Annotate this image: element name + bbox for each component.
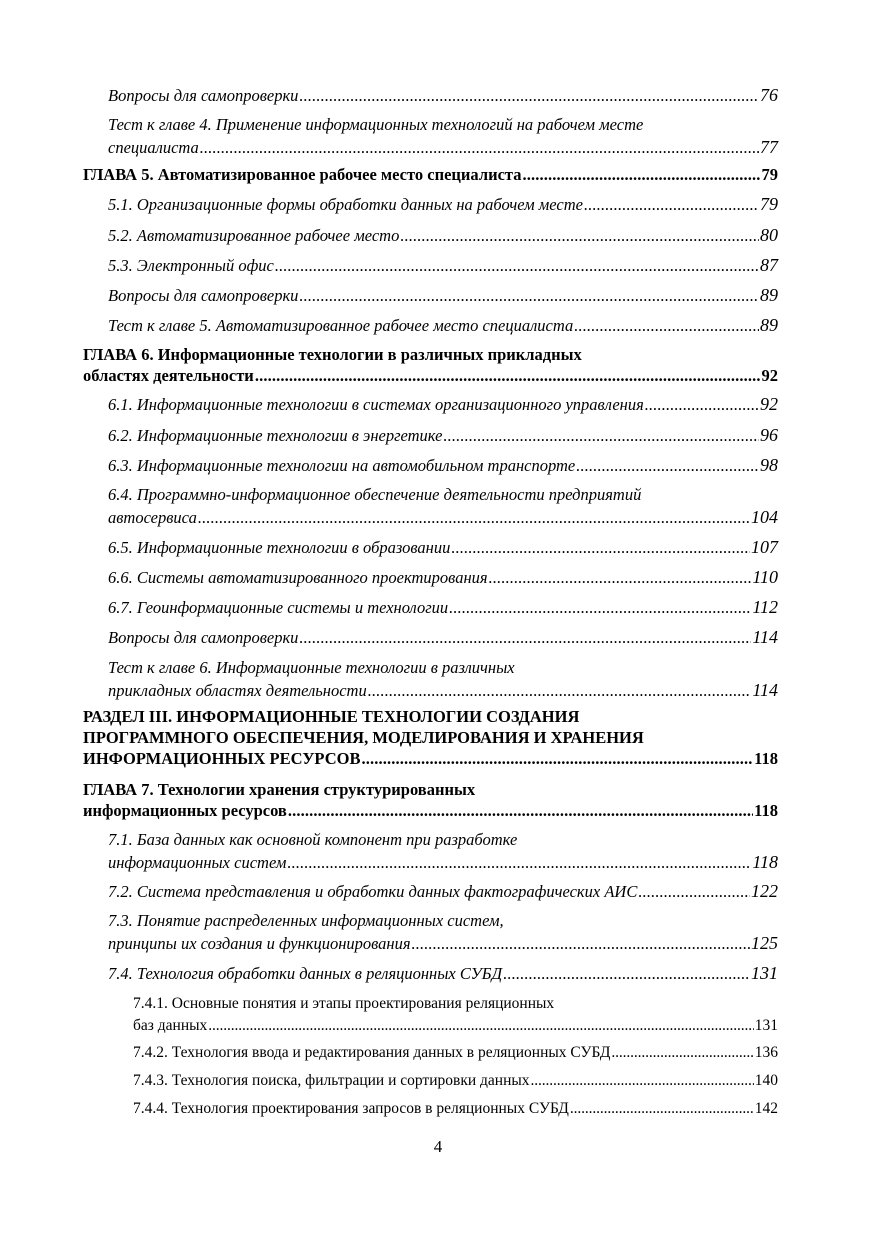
toc-entry-title: Вопросы для самопроверки	[108, 286, 299, 305]
toc-entry	[83, 344, 778, 386]
dot-leader	[574, 314, 759, 337]
toc-entry	[133, 1098, 778, 1120]
dot-leader	[198, 506, 750, 529]
toc-entry-title: 6.4. Программно-информационное обеспечение деятельности предприятий	[108, 485, 642, 504]
toc-entry	[108, 909, 778, 955]
toc-entry-title: ГЛАВА 5. Автоматизированное рабочее место специалиста	[83, 165, 522, 184]
dot-leader	[412, 932, 750, 955]
toc-entry	[108, 626, 778, 649]
dot-leader	[443, 424, 759, 447]
toc-page-number: 114	[752, 680, 778, 700]
dot-leader	[489, 566, 752, 589]
toc-page-number: 114	[752, 627, 778, 647]
dot-leader	[255, 365, 761, 386]
toc-page-number: 96	[760, 425, 778, 445]
toc-entry-title: информационных ресурсов	[83, 801, 287, 820]
toc-page-number: 80	[760, 225, 778, 245]
toc-entry-title: ИНФОРМАЦИОННЫХ РЕСУРСОВ	[83, 749, 361, 768]
toc-entry-title: 5.2. Автоматизированное рабочее место	[108, 226, 400, 245]
toc-page-number: 136	[754, 1044, 778, 1061]
toc-entry-title: 7.2. Система представления и обработки данных фактографических АИС	[108, 882, 638, 901]
toc-entry-title: Тест к главе 6. Информационные технологии в различных	[108, 658, 515, 677]
toc-page-number: 131	[751, 963, 778, 983]
toc-entry-title: 6.1. Информационные технологии в системах организационного управления	[108, 395, 644, 414]
toc-entry-title: 7.4.3. Технология поиска, фильтрации и сортировки данных	[133, 1072, 530, 1089]
toc-entry-title: 6.6. Системы автоматизированного проектирования	[108, 568, 488, 587]
dot-leader	[361, 748, 753, 769]
toc-page-number: 87	[760, 255, 778, 275]
toc-page-number: 77	[760, 137, 778, 157]
toc-entry-title: Вопросы для самопроверки	[108, 86, 299, 105]
toc-entry	[83, 164, 778, 185]
toc-entry	[108, 84, 778, 107]
toc-entry	[108, 254, 778, 277]
toc-entry-title: ГЛАВА 7. Технологии хранения структурированных	[83, 780, 476, 799]
dot-leader	[570, 1098, 754, 1120]
toc-entry	[108, 193, 778, 216]
page-number: 4	[433, 1137, 443, 1156]
toc-page-number: 89	[760, 285, 778, 305]
toc-entry	[83, 779, 778, 821]
toc-page-number: 122	[751, 881, 778, 901]
dot-leader	[531, 1070, 754, 1092]
dot-leader	[299, 84, 759, 107]
toc-entry-title: прикладных областях деятельности	[108, 681, 367, 700]
toc-page-number: 118	[752, 852, 778, 872]
toc-entry	[133, 993, 778, 1037]
toc-page-number: 140	[754, 1072, 778, 1089]
toc-page-number: 112	[752, 597, 778, 617]
toc-entry-title: ПРОГРАММНОГО ОБЕСПЕЧЕНИЯ, МОДЕЛИРОВАНИЯ И ХРАНЕНИЯ	[83, 728, 644, 747]
toc-entry-title: 7.3. Понятие распределенных информационных систем,	[108, 911, 504, 930]
toc-entry-title: 6.5. Информационные технологии в образовании	[108, 538, 451, 557]
toc-entry-title: Тест к главе 4. Применение информационных технологий на рабочем месте	[108, 115, 644, 134]
toc-entry-title: 5.3. Электронный офис	[108, 256, 274, 275]
toc-entry	[108, 483, 778, 529]
dot-leader	[503, 962, 750, 985]
toc-entry-title: 7.4.1. Основные понятия и этапы проектирования реляционных	[133, 995, 555, 1012]
toc-entry	[108, 314, 778, 337]
dot-leader	[275, 254, 759, 277]
toc-entry-title: 6.3. Информационные технологии на автомобильном транспорте	[108, 456, 576, 475]
toc-entry-title: Тест к главе 5. Автоматизированное рабочее место специалиста	[108, 316, 574, 335]
toc-page-number: 79	[760, 194, 778, 214]
toc-entry-title: 7.1. База данных как основной компонент при разработке	[108, 830, 518, 849]
toc-entry-title: ГЛАВА 6. Информационные технологии в различных прикладных	[83, 345, 582, 364]
dot-leader	[451, 536, 750, 559]
toc-entry-title: автосервиса	[108, 508, 197, 527]
toc-entry-title: 7.4.2. Технология ввода и редактирования данных в реляционных СУБД	[133, 1044, 611, 1061]
toc-entry-title: баз данных	[133, 1017, 208, 1034]
dot-leader	[584, 193, 759, 216]
toc-entry-title: областях деятельности	[83, 366, 254, 385]
dot-leader	[638, 880, 750, 903]
toc-entry-title: 7.4.4. Технология проектирования запросов в реляционных СУБД	[133, 1100, 569, 1117]
toc-page-number: 89	[760, 315, 778, 335]
toc-page-number: 98	[760, 455, 778, 475]
dot-leader	[576, 454, 759, 477]
toc-entry	[133, 1070, 778, 1092]
toc-entry-title: РАЗДЕЛ III. ИНФОРМАЦИОННЫЕ ТЕХНОЛОГИИ СОЗДАНИЯ	[83, 707, 580, 726]
toc-entry	[108, 880, 778, 903]
dot-leader	[368, 679, 752, 702]
toc-entry	[108, 536, 778, 559]
toc-page-number: 76	[760, 85, 778, 105]
toc-page-number: 92	[761, 366, 778, 385]
toc-entry	[108, 393, 778, 416]
toc-entry-title: 5.1. Организационные формы обработки данных на рабочем месте	[108, 195, 583, 214]
toc-entry-title: информационных систем	[108, 853, 287, 872]
toc-page-number: 104	[751, 507, 778, 527]
toc-page-number: 131	[754, 1017, 778, 1034]
toc-entry-title: 6.2. Информационные технологии в энергетике	[108, 426, 443, 445]
toc-page-number: 79	[761, 165, 778, 184]
dot-leader	[287, 851, 751, 874]
dot-leader	[522, 164, 760, 185]
toc-entry-title: 7.4. Технология обработки данных в реляционных СУБД	[108, 964, 503, 983]
dot-leader	[645, 393, 759, 416]
toc-entry	[108, 284, 778, 307]
toc-entry	[108, 566, 778, 589]
toc-entry-title: Вопросы для самопроверки	[108, 628, 299, 647]
dot-leader	[208, 1015, 753, 1037]
toc-entry	[108, 224, 778, 247]
toc-entry	[133, 1042, 778, 1064]
toc-entry	[108, 596, 778, 619]
toc-entry	[108, 454, 778, 477]
toc-entry	[108, 424, 778, 447]
dot-leader	[200, 136, 759, 159]
dot-leader	[400, 224, 759, 247]
toc-page-number: 118	[754, 749, 778, 768]
toc-page-number: 107	[751, 537, 778, 557]
toc-page-number: 92	[760, 394, 778, 414]
toc-entry-title: 6.7. Геоинформационные системы и технологии	[108, 598, 449, 617]
dot-leader	[611, 1042, 753, 1064]
toc-page-number: 110	[752, 567, 778, 587]
dot-leader	[288, 800, 753, 821]
toc-page-number: 142	[754, 1100, 778, 1117]
dot-leader	[299, 284, 759, 307]
toc-entry	[83, 706, 778, 769]
dot-leader	[449, 596, 751, 619]
toc-entry-title: специалиста	[108, 138, 199, 157]
toc-page-number: 118	[754, 801, 778, 820]
toc-entry	[108, 962, 778, 985]
toc-entry-title: принципы их создания и функционирования	[108, 934, 411, 953]
dot-leader	[299, 626, 751, 649]
toc-entry	[108, 656, 778, 702]
toc-entry	[108, 113, 778, 159]
toc-entry	[108, 828, 778, 874]
toc-page-number: 125	[751, 933, 778, 953]
